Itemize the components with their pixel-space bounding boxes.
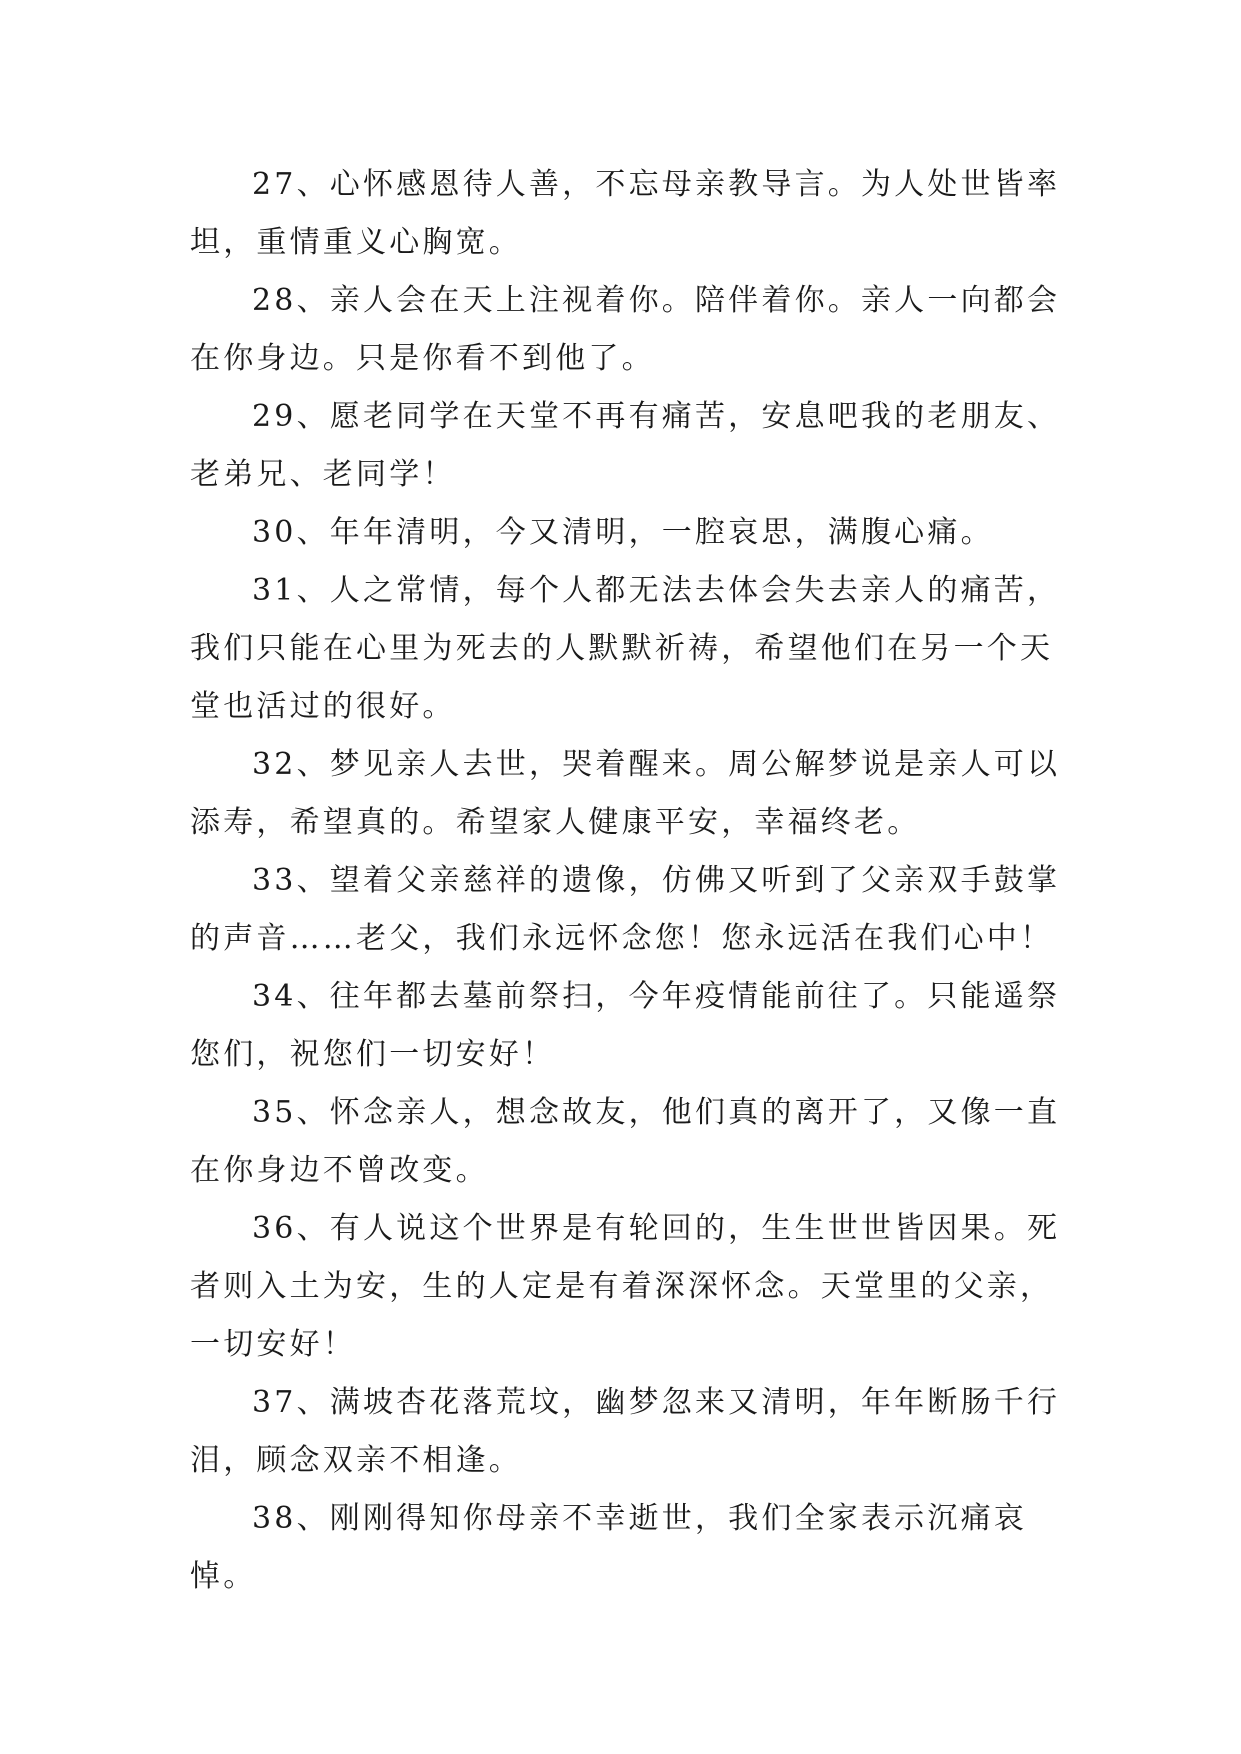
paragraph-38: 38、刚刚得知你母亲不幸逝世，我们全家表示沉痛哀悼。 bbox=[190, 1501, 1027, 1594]
paragraph-29: 29、愿老同学在天堂不再有痛苦，安息吧我的老朋友、老弟兄、老同学！ bbox=[190, 399, 1061, 492]
document-page bbox=[190, 156, 1062, 1606]
paragraph-32: 32、梦见亲人去世，哭着醒来。周公解梦说是亲人可以添寿，希望真的。希望家人健康平安，幸福终老。 bbox=[190, 747, 1061, 840]
paragraph-37: 37、满坡杏花落荒坟，幽梦忽来又清明，年年断肠千行泪，顾念双亲不相逢。 bbox=[190, 1385, 1061, 1478]
paragraph-30: 30、年年清明，今又清明，一腔哀思，满腹心痛。 bbox=[252, 515, 994, 550]
paragraph-27: 27、心怀感恩待人善，不忘母亲教导言。为人处世皆率坦，重情重义心胸宽。 bbox=[190, 167, 1061, 260]
paragraph-36: 36、有人说这个世界是有轮回的，生生世世皆因果。死者则入土为安，生的人定是有着深深怀念。天堂里的父亲，一切安好！ bbox=[190, 1211, 1061, 1362]
paragraph-35: 35、怀念亲人，想念故友，他们真的离开了，又像一直在你身边不曾改变。 bbox=[190, 1095, 1061, 1188]
paragraph-31: 31、人之常情，每个人都无法去体会失去亲人的痛苦，我们只能在心里为死去的人默默祈祷，希望他们在另一个天堂也活过的很好。 bbox=[190, 573, 1061, 724]
paragraph-34: 34、往年都去墓前祭扫，今年疫情能前往了。只能遥祭您们，祝您们一切安好！ bbox=[190, 979, 1061, 1072]
paragraph-28: 28、亲人会在天上注视着你。陪伴着你。亲人一向都会在你身边。只是你看不到他了。 bbox=[190, 283, 1061, 376]
paragraph-33: 33、望着父亲慈祥的遗像，仿佛又听到了父亲双手鼓掌的声音……老父，我们永远怀念您！您永远活在我们心中！ bbox=[190, 863, 1061, 956]
